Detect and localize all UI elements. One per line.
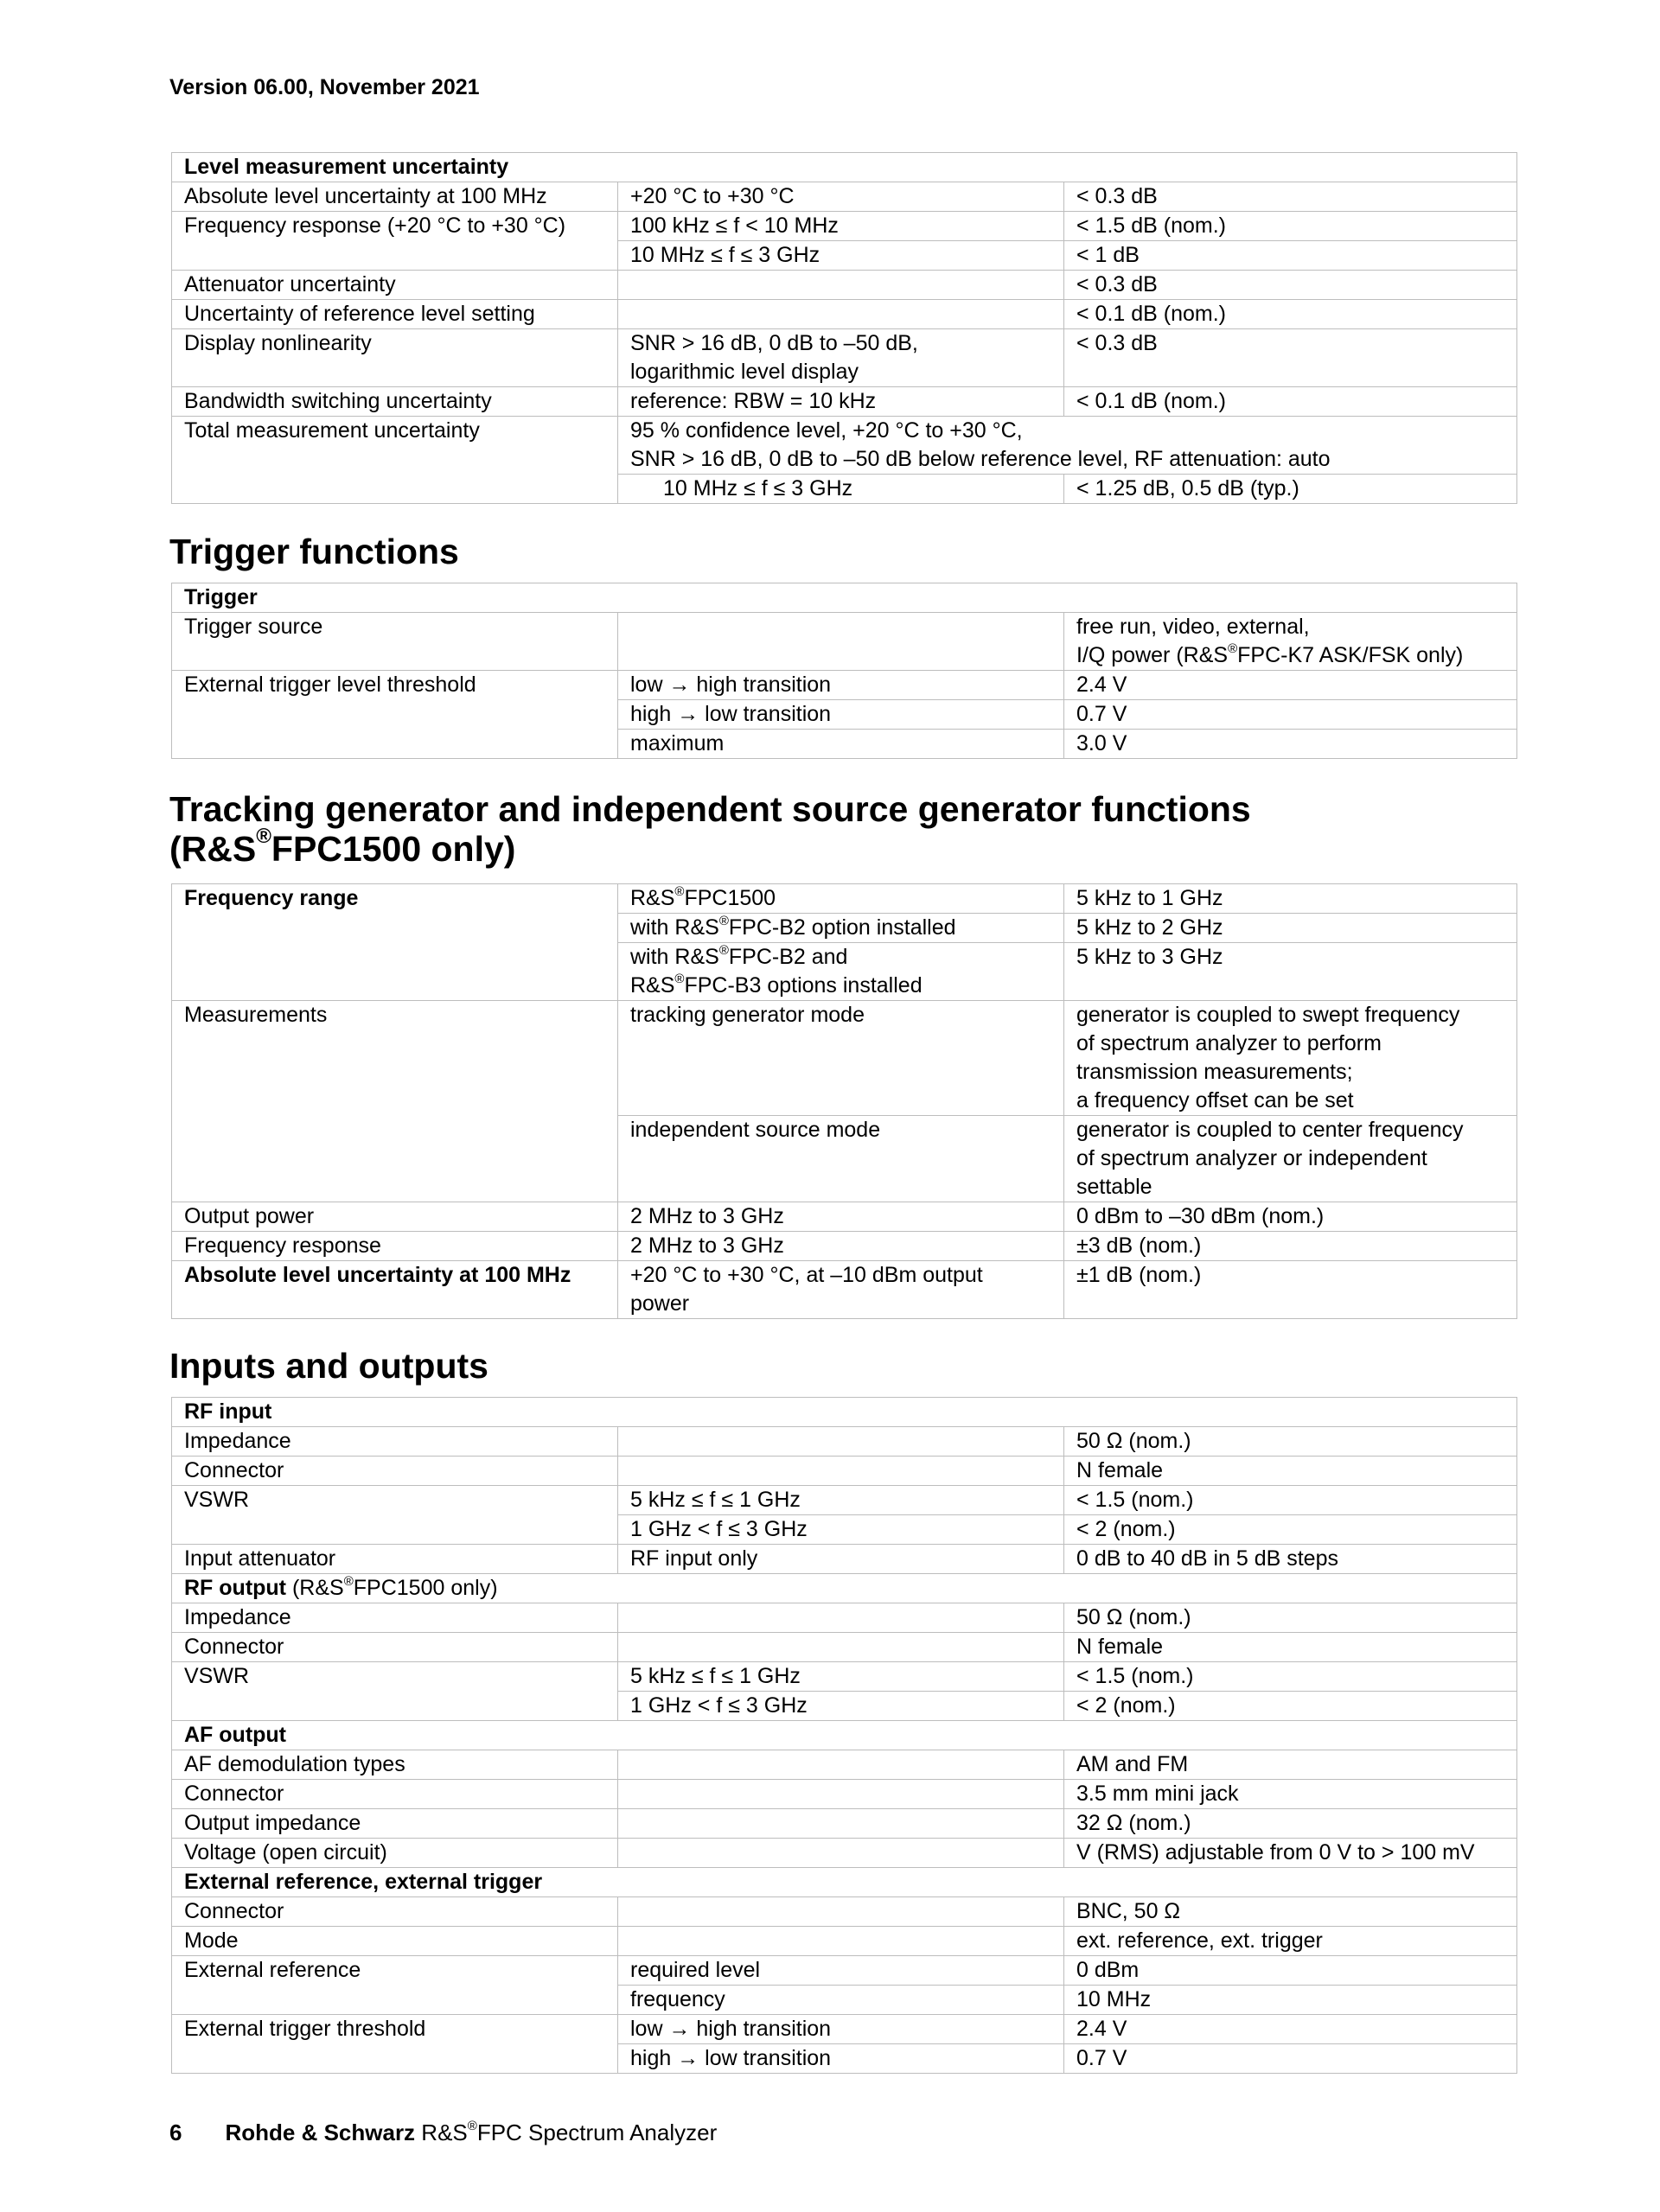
condition: +20 °C to +30 °C [618, 182, 1064, 212]
table-row [172, 1427, 1517, 1457]
value: 3.0 V [1064, 730, 1517, 759]
section-heading-io: Inputs and outputs [169, 1346, 488, 1386]
condition: 10 MHz ≤ f ≤ 3 GHz [618, 475, 1064, 504]
table-row [172, 1780, 1517, 1809]
table-row [172, 212, 1517, 241]
value: 2.4 V [1064, 671, 1517, 700]
level-uncertainty-table [171, 152, 1517, 504]
condition: 100 kHz ≤ f < 10 MHz [618, 212, 1064, 241]
value-line: free run, video, external, [1076, 615, 1310, 639]
table-row [172, 1574, 1517, 1603]
value: 2.4 V [1064, 2015, 1517, 2044]
condition: high → low transition [618, 700, 1064, 730]
section-title: Level measurement uncertainty [172, 153, 1517, 182]
param-label: Attenuator uncertainty [172, 271, 618, 300]
table-row [172, 387, 1517, 417]
table-row [172, 329, 1517, 387]
table-row [172, 1721, 1517, 1750]
param-label: Input attenuator [172, 1545, 618, 1574]
param-label: Total measurement uncertainty [172, 417, 618, 504]
condition [618, 1839, 1064, 1868]
param-label: Frequency response [172, 1232, 618, 1261]
value: BNC, 50 Ω [1064, 1897, 1517, 1927]
condition [618, 329, 1064, 387]
table-row [172, 1232, 1517, 1261]
value-line: I/Q power (R&S®FPC-K7 ASK/FSK only) [1076, 641, 1464, 667]
condition-line: SNR > 16 dB, 0 dB to –50 dB, [630, 331, 918, 355]
condition [618, 1427, 1064, 1457]
condition [618, 1927, 1064, 1956]
param-label: Frequency range [172, 884, 618, 1001]
condition [618, 1780, 1064, 1809]
value: 50 Ω (nom.) [1064, 1427, 1517, 1457]
param-label: Output impedance [172, 1809, 618, 1839]
value: 0 dB to 40 dB in 5 dB steps [1064, 1545, 1517, 1574]
value: N female [1064, 1633, 1517, 1662]
table-row [172, 1662, 1517, 1692]
value: < 0.1 dB (nom.) [1064, 300, 1517, 329]
version-header: Version 06.00, November 2021 [169, 75, 480, 99]
inputs-outputs-table [171, 1397, 1517, 2074]
table-row [172, 1956, 1517, 1986]
table-row [172, 1633, 1517, 1662]
value: < 2 (nom.) [1064, 1692, 1517, 1721]
condition [618, 1603, 1064, 1633]
value: 5 kHz to 3 GHz [1064, 943, 1517, 1001]
param-label: VSWR [172, 1662, 618, 1721]
value: V (RMS) adjustable from 0 V to > 100 mV [1064, 1839, 1517, 1868]
table-row [172, 1750, 1517, 1780]
condition: high → low transition [618, 2044, 1064, 2074]
condition [618, 1633, 1064, 1662]
condition: with R&S®FPC-B2 option installed [618, 914, 1064, 943]
value: < 1.5 (nom.) [1064, 1662, 1517, 1692]
param-label: Absolute level uncertainty at 100 MHz [172, 1261, 618, 1319]
value: 0.7 V [1064, 700, 1517, 730]
value: ext. reference, ext. trigger [1064, 1927, 1517, 1956]
table-row [172, 1839, 1517, 1868]
condition: reference: RBW = 10 kHz [618, 387, 1064, 417]
table-row [172, 1001, 1517, 1116]
condition: +20 °C to +30 °C, at –10 dBm output power [618, 1261, 1064, 1319]
page-number: 6 [169, 2120, 182, 2145]
condition: maximum [618, 730, 1064, 759]
condition [618, 1809, 1064, 1839]
value: 0 dBm [1064, 1956, 1517, 1986]
table-row [172, 1398, 1517, 1427]
param-label: Display nonlinearity [172, 329, 618, 387]
param-label: External trigger level threshold [172, 671, 618, 759]
value: generator is coupled to center frequency of spectrum analyzer or independent settable [1064, 1116, 1517, 1202]
condition: 5 kHz ≤ f ≤ 1 GHz [618, 1662, 1064, 1692]
table-row [172, 182, 1517, 212]
table-row [172, 1545, 1517, 1574]
value: < 1.5 (nom.) [1064, 1486, 1517, 1515]
section-title: External reference, external trigger [172, 1868, 1517, 1897]
condition: 1 GHz < f ≤ 3 GHz [618, 1692, 1064, 1721]
table-row [172, 271, 1517, 300]
param-label: Mode [172, 1927, 618, 1956]
param-label: Absolute level uncertainty at 100 MHz [172, 182, 618, 212]
condition: tracking generator mode [618, 1001, 1064, 1116]
param-label: Connector [172, 1897, 618, 1927]
trigger-table [171, 583, 1517, 759]
condition: 2 MHz to 3 GHz [618, 1202, 1064, 1232]
param-label: Connector [172, 1457, 618, 1486]
value: < 1 dB [1064, 241, 1517, 271]
condition: 1 GHz < f ≤ 3 GHz [618, 1515, 1064, 1545]
section-title: Trigger [172, 583, 1517, 613]
condition-line: 95 % confidence level, +20 °C to +30 °C, [630, 418, 1023, 443]
condition: RF input only [618, 1545, 1064, 1574]
condition: independent source mode [618, 1116, 1064, 1202]
condition [618, 613, 1064, 671]
param-label: Uncertainty of reference level setting [172, 300, 618, 329]
param-label: Voltage (open circuit) [172, 1839, 618, 1868]
param-label: Frequency response (+20 °C to +30 °C) [172, 212, 618, 271]
table-row [172, 1868, 1517, 1897]
condition: low → high transition [618, 671, 1064, 700]
value: < 0.3 dB [1064, 271, 1517, 300]
condition-line: SNR > 16 dB, 0 dB to –50 dB below reference level, RF attenuation: auto [630, 447, 1331, 471]
condition [618, 271, 1064, 300]
table-row [172, 1261, 1517, 1319]
value: 0 dBm to –30 dBm (nom.) [1064, 1202, 1517, 1232]
table-row [172, 1457, 1517, 1486]
param-label: Output power [172, 1202, 618, 1232]
page-footer [169, 2119, 717, 2146]
condition-line: logarithmic level display [630, 360, 859, 384]
condition [618, 300, 1064, 329]
param-label: Impedance [172, 1427, 618, 1457]
param-label: VSWR [172, 1486, 618, 1545]
value: 10 MHz [1064, 1986, 1517, 2015]
table-row [172, 1603, 1517, 1633]
table-row [172, 1486, 1517, 1515]
table-row [172, 884, 1517, 914]
value: 3.5 mm mini jack [1064, 1780, 1517, 1809]
condition: required level [618, 1956, 1064, 1986]
value: 32 Ω (nom.) [1064, 1809, 1517, 1839]
condition [618, 1750, 1064, 1780]
value: < 1.25 dB, 0.5 dB (typ.) [1064, 475, 1517, 504]
table-row [172, 1897, 1517, 1927]
param-label: Measurements [172, 1001, 618, 1202]
param-label: Impedance [172, 1603, 618, 1633]
footer-product: R&S®FPC Spectrum Analyzer [415, 2119, 718, 2145]
table-row [172, 300, 1517, 329]
param-label: External trigger threshold [172, 2015, 618, 2074]
param-label: Bandwidth switching uncertainty [172, 387, 618, 417]
section-title: RF input [172, 1398, 1517, 1427]
table-row [172, 1809, 1517, 1839]
value: 0.7 V [1064, 2044, 1517, 2074]
footer-brand: Rohde & Schwarz [225, 2120, 416, 2145]
table-row [172, 671, 1517, 700]
table-row [172, 153, 1517, 182]
condition: 2 MHz to 3 GHz [618, 1232, 1064, 1261]
condition: with R&S®FPC-B2 and R&S®FPC-B3 options installed [618, 943, 1064, 1001]
value: < 2 (nom.) [1064, 1515, 1517, 1545]
condition: 5 kHz ≤ f ≤ 1 GHz [618, 1486, 1064, 1515]
value: 5 kHz to 1 GHz [1064, 884, 1517, 914]
condition [618, 417, 1517, 475]
param-label: Connector [172, 1633, 618, 1662]
section-title: AF output [172, 1721, 1517, 1750]
section-heading-tracking: Tracking generator and independent source generator functions (R&S®FPC1500 only) [169, 789, 1251, 869]
table-row [172, 417, 1517, 475]
value: 50 Ω (nom.) [1064, 1603, 1517, 1633]
value: generator is coupled to swept frequency of spectrum analyzer to perform transmission measurements; a frequency offset can be set [1064, 1001, 1517, 1116]
param-label: Connector [172, 1780, 618, 1809]
section-title: RF output (R&S®FPC1500 only) [172, 1574, 1517, 1603]
table-row [172, 2015, 1517, 2044]
param-label: External reference [172, 1956, 618, 2015]
table-row [172, 1202, 1517, 1232]
condition: low → high transition [618, 2015, 1064, 2044]
table-row [172, 613, 1517, 671]
condition: frequency [618, 1986, 1064, 2015]
value: ±3 dB (nom.) [1064, 1232, 1517, 1261]
value [1064, 613, 1517, 671]
param-label: Trigger source [172, 613, 618, 671]
value: < 0.3 dB [1064, 182, 1517, 212]
condition [618, 1897, 1064, 1927]
value: ±1 dB (nom.) [1064, 1261, 1517, 1319]
section-heading-trigger: Trigger functions [169, 532, 459, 571]
param-label: AF demodulation types [172, 1750, 618, 1780]
value: < 1.5 dB (nom.) [1064, 212, 1517, 241]
value: < 0.3 dB [1064, 329, 1517, 387]
value: 5 kHz to 2 GHz [1064, 914, 1517, 943]
tracking-generator-table [171, 883, 1517, 1319]
value: N female [1064, 1457, 1517, 1486]
condition: 10 MHz ≤ f ≤ 3 GHz [618, 241, 1064, 271]
table-row [172, 583, 1517, 613]
condition [618, 1457, 1064, 1486]
value: AM and FM [1064, 1750, 1517, 1780]
condition: R&S®FPC1500 [618, 884, 1064, 914]
table-row [172, 1927, 1517, 1956]
value: < 0.1 dB (nom.) [1064, 387, 1517, 417]
